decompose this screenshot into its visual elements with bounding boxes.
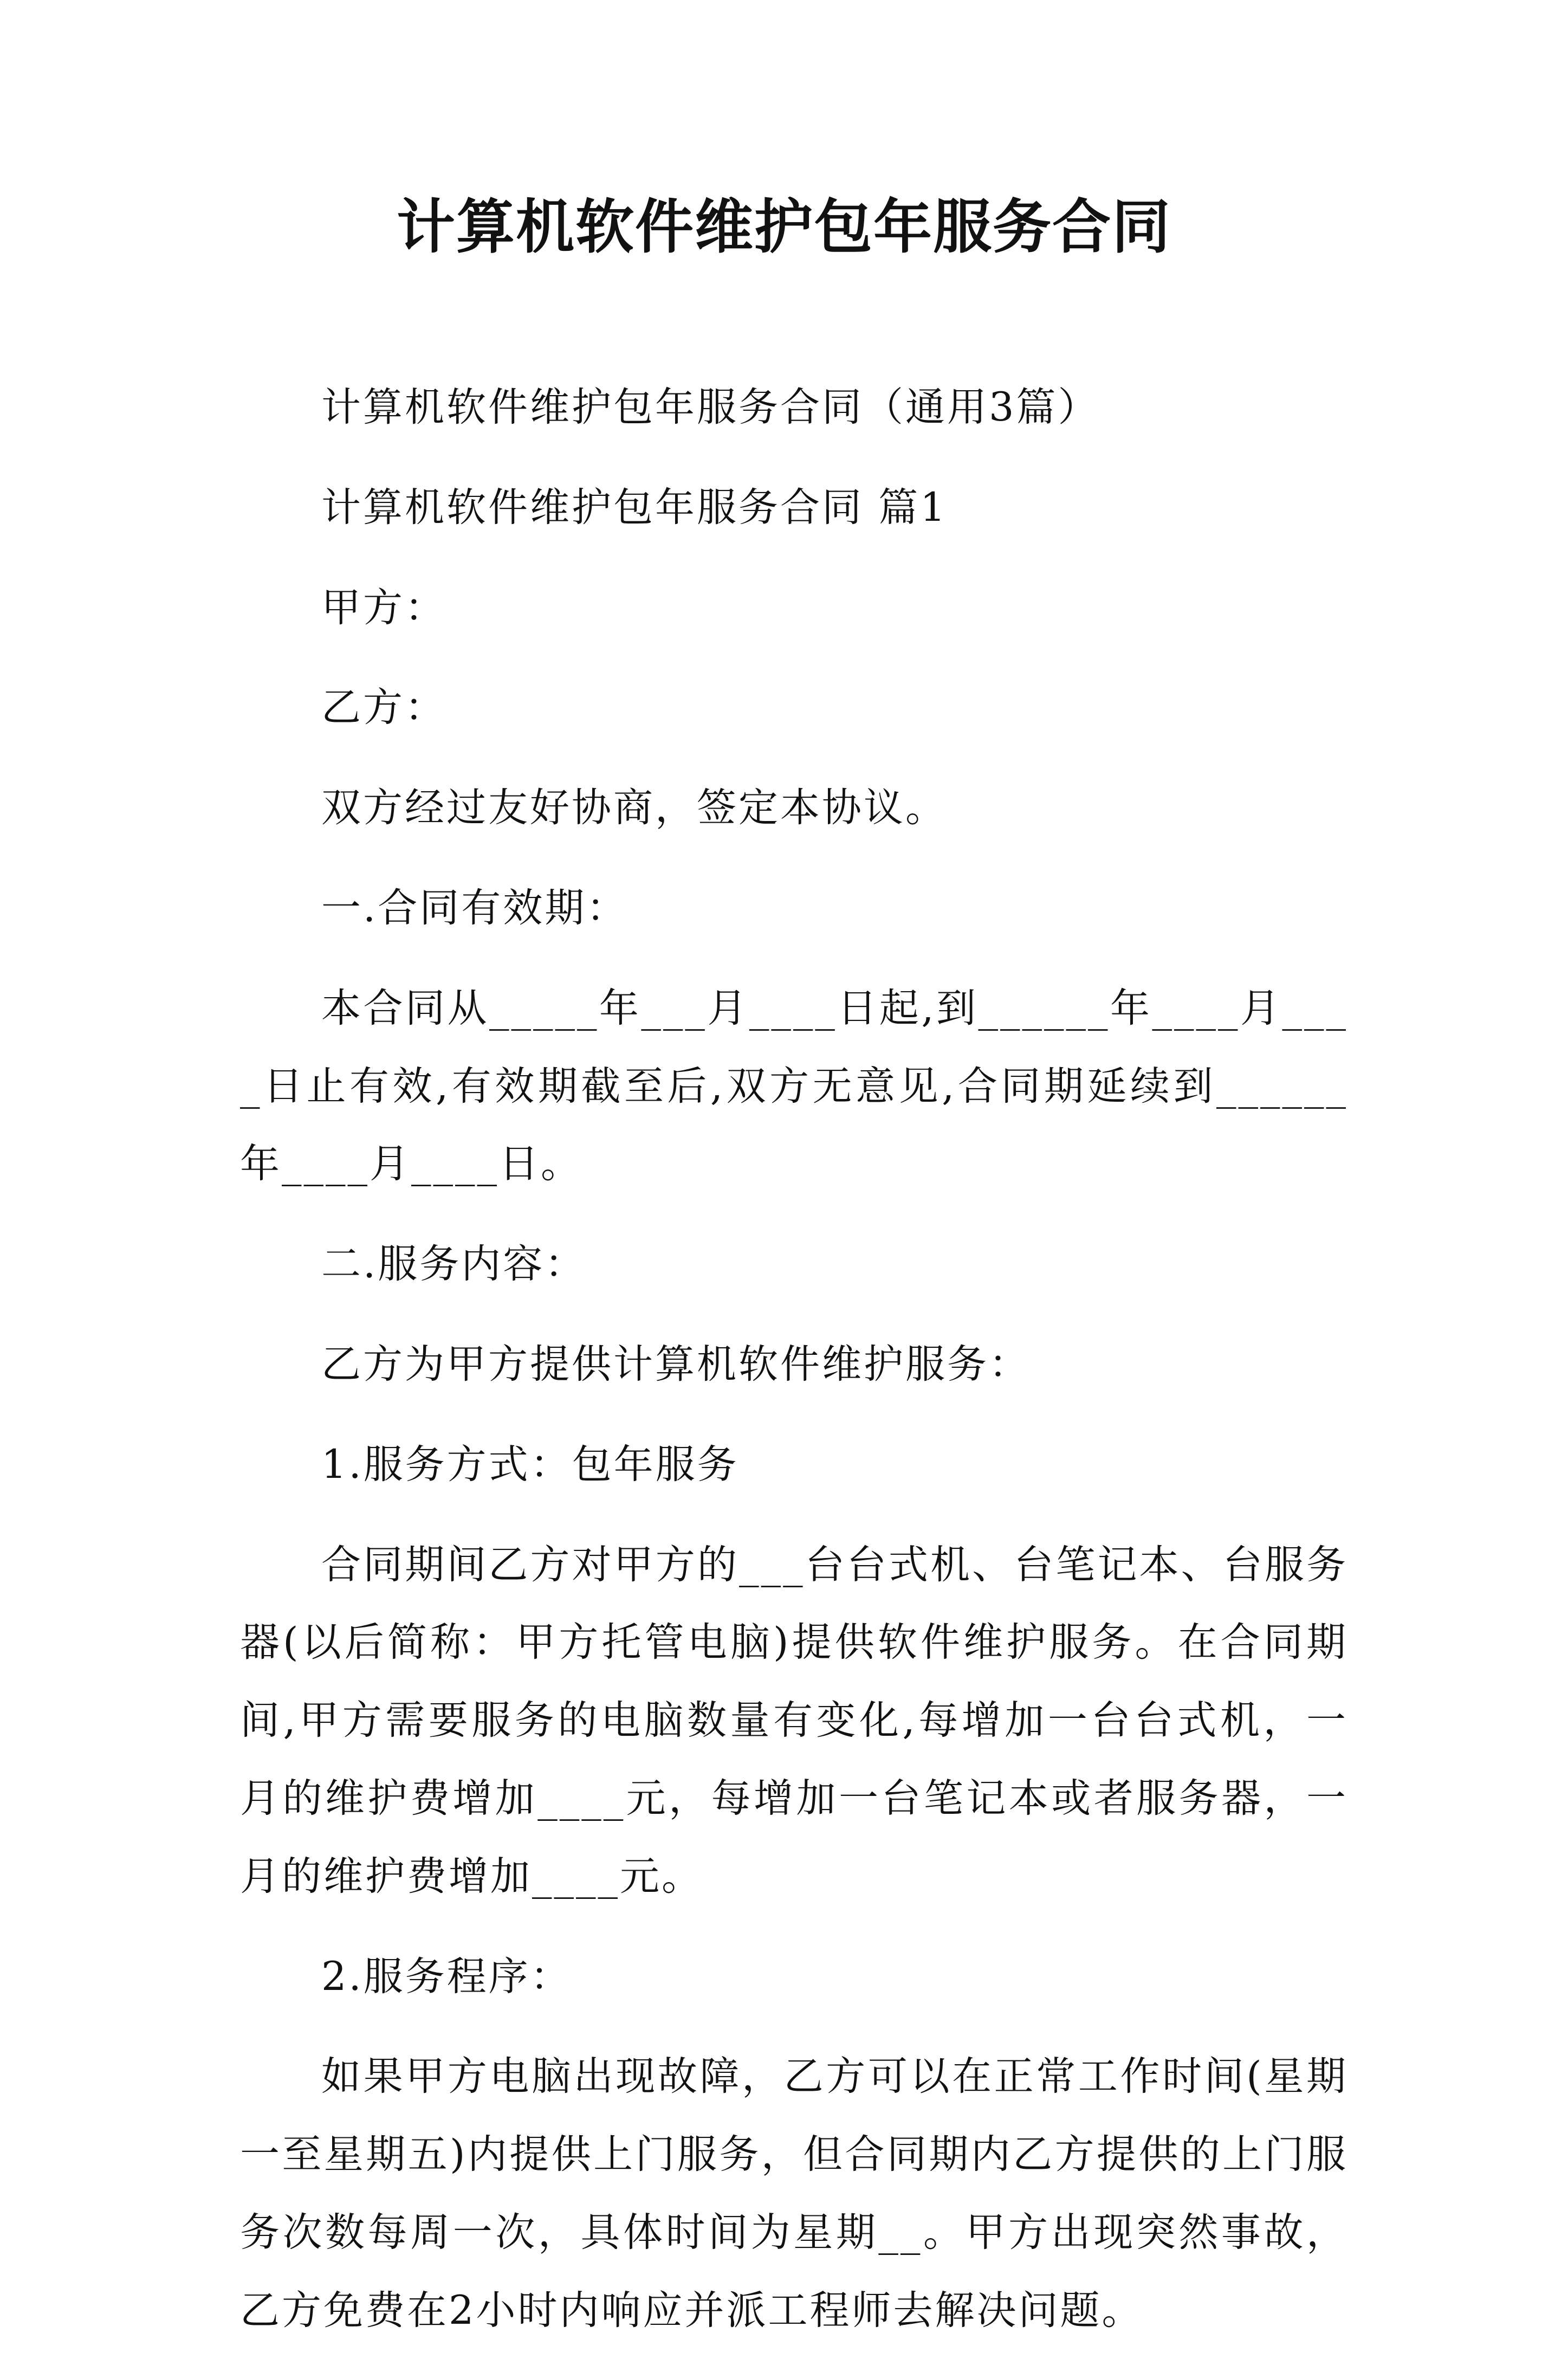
paragraph-service-scope: 合同期间乙方对甲方的___台台式机、台笔记本、台服务器(以后简称：甲方托管电脑)提供软件维护服务。在合同期间,甲方需要服务的电脑数量有变化,每增加一台台式机，一月的维护费增加____元，每增加一台笔记本或者服务器，一月的维护费增加____元。 (240, 1541, 1348, 1899)
paragraph-clause-1-heading: 一.合同有效期： (321, 884, 629, 931)
paragraph-agreement: 双方经过友好协商，签定本协议。 (321, 785, 947, 831)
paragraph-service-mode: 1.服务方式：包年服务 (321, 1441, 739, 1488)
paragraph-service-procedure-heading: 2.服务程序： (321, 1953, 572, 2000)
document-title: 计算机软件维护包年服务合同 (396, 193, 1171, 261)
paragraph-party-b: 乙方： (321, 684, 446, 731)
paragraph-section-heading: 计算机软件维护包年服务合同 篇1 (321, 484, 948, 531)
document-body (240, 369, 1348, 2372)
paragraph-validity-period: 本合同从_____年___月____日起,到______年____月____日止有效,有效期截至后,双方无意见,合同期延续到______年____月____日。 (240, 985, 1348, 1187)
paragraph-clause-2-heading: 二.服务内容： (321, 1241, 587, 1288)
paragraph-service-procedure: 如果甲方电脑出现故障，乙方可以在正常工作时间(星期一至星期五)内提供上门服务，但合同期内乙方提供的上门服务次数每周一次，具体时间为星期__。甲方出现突然事故，乙方免费在2小时内响应并派工程师去解决问题。 (240, 2053, 1348, 2334)
paragraph-party-a: 甲方： (321, 584, 446, 631)
paragraph-service-intro: 乙方为甲方提供计算机软件维护服务： (321, 1341, 1031, 1387)
paragraph-subtitle: 计算机软件维护包年服务合同（通用3篇） (321, 384, 1100, 430)
